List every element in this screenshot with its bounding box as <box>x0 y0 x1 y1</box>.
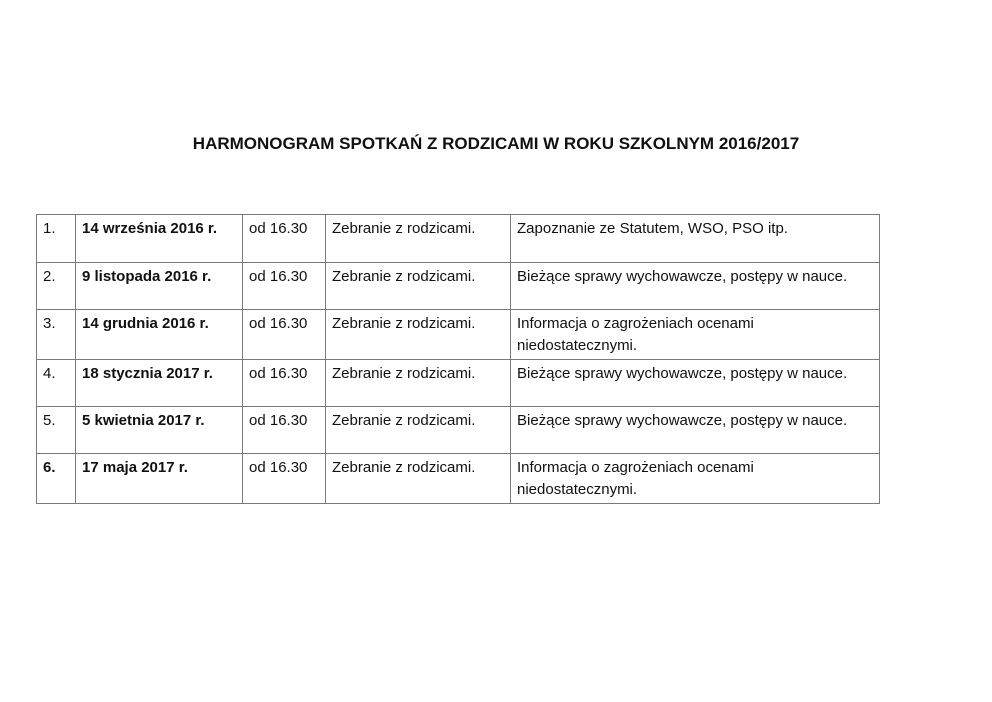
table-row <box>37 407 880 454</box>
meeting-type: Zebranie z rodzicami. <box>326 263 511 310</box>
meeting-date: 5 kwietnia 2017 r. <box>76 407 243 454</box>
page-title: HARMONOGRAM SPOTKAŃ Z RODZICAMI W ROKU SZKOLNYM 2016/2017 <box>192 134 800 153</box>
meeting-description: Bieżące sprawy wychowawcze, postępy w nauce. <box>511 407 880 454</box>
table-row <box>37 263 880 310</box>
meeting-time: od 16.30 <box>243 263 326 310</box>
row-number: 4. <box>37 360 76 407</box>
meeting-date: 17 maja 2017 r. <box>76 454 243 504</box>
table-row <box>37 360 880 407</box>
meeting-description: Bieżące sprawy wychowawcze, postępy w nauce. <box>511 360 880 407</box>
table-row <box>37 310 880 360</box>
meeting-type: Zebranie z rodzicami. <box>326 215 511 263</box>
meeting-description: Informacja o zagrożeniach ocenami niedostatecznymi. <box>511 310 880 360</box>
table-row <box>37 215 880 263</box>
meeting-type: Zebranie z rodzicami. <box>326 310 511 360</box>
meeting-date: 9 listopada 2016 r. <box>76 263 243 310</box>
meeting-time: od 16.30 <box>243 407 326 454</box>
meeting-type: Zebranie z rodzicami. <box>326 454 511 504</box>
meeting-description: Bieżące sprawy wychowawcze, postępy w nauce. <box>511 263 880 310</box>
row-number: 6. <box>37 454 76 504</box>
meeting-time: od 16.30 <box>243 360 326 407</box>
meetings-table <box>36 214 880 504</box>
table-row <box>37 454 880 504</box>
meeting-date: 14 grudnia 2016 r. <box>76 310 243 360</box>
row-number: 3. <box>37 310 76 360</box>
row-number: 2. <box>37 263 76 310</box>
meeting-date: 14 września 2016 r. <box>76 215 243 263</box>
meeting-type: Zebranie z rodzicami. <box>326 407 511 454</box>
meeting-type: Zebranie z rodzicami. <box>326 360 511 407</box>
meeting-time: od 16.30 <box>243 215 326 263</box>
row-number: 5. <box>37 407 76 454</box>
meeting-description: Zapoznanie ze Statutem, WSO, PSO itp. <box>511 215 880 263</box>
meeting-time: od 16.30 <box>243 310 326 360</box>
meeting-description: Informacja o zagrożeniach ocenami niedostatecznymi. <box>511 454 880 504</box>
row-number: 1. <box>37 215 76 263</box>
meeting-date: 18 stycznia 2017 r. <box>76 360 243 407</box>
meeting-time: od 16.30 <box>243 454 326 504</box>
